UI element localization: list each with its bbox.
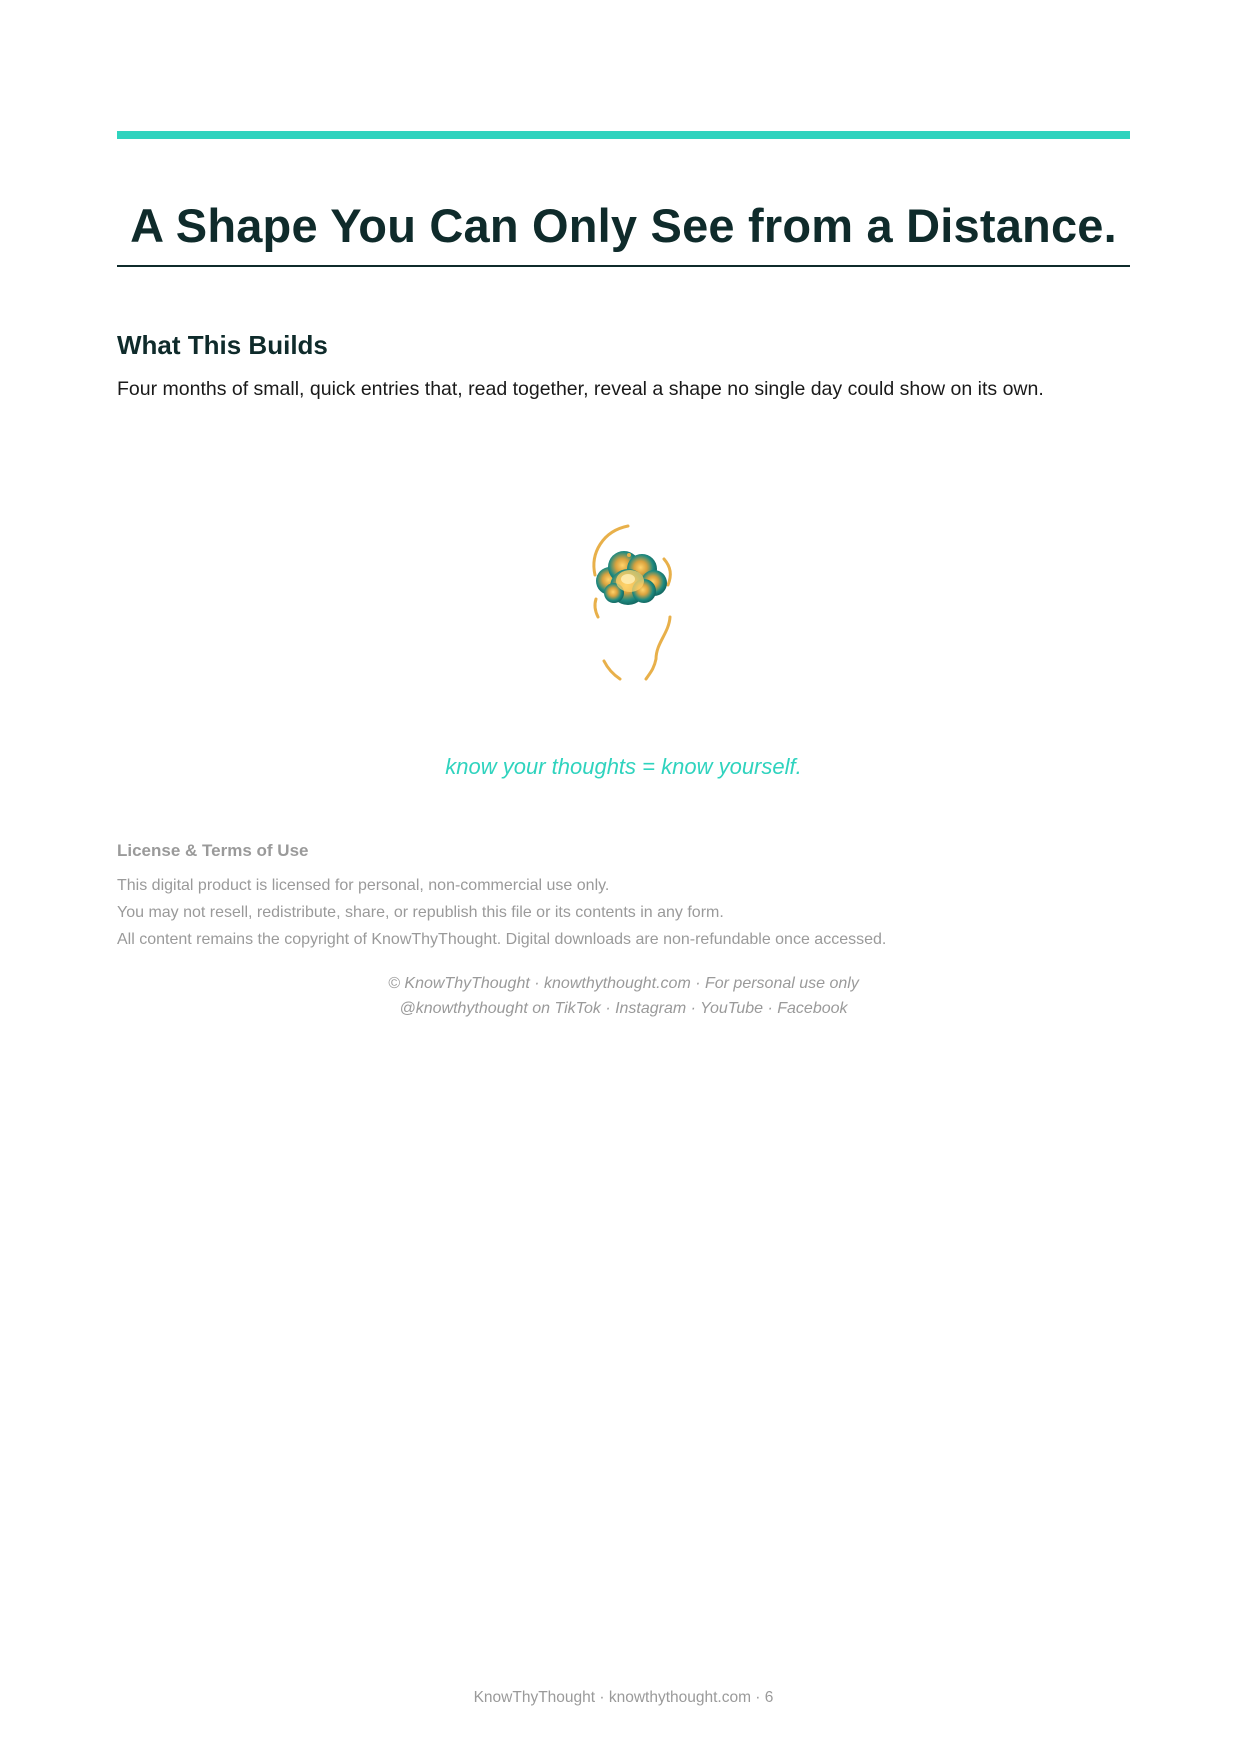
title-underline — [117, 265, 1130, 267]
section-heading: What This Builds — [117, 330, 328, 360]
page-footer: KnowThyThought · knowthythought.com · 6 — [473, 1689, 774, 1706]
brain-head-logo-icon — [568, 523, 688, 687]
page-title: A Shape You Can Only See from a Distance. — [130, 199, 1117, 252]
credits-block — [117, 971, 1130, 1021]
copyright-line: © KnowThyThought · knowthythought.com · For personal use only — [388, 975, 859, 992]
section-body: Four months of small, quick entries that, read together, reveal a shape no single day could show on its own. — [117, 378, 1044, 400]
social-line: @knowthythought on TikTok · Instagram · YouTube · Facebook — [399, 1000, 848, 1017]
license-line: All content remains the copyright of KnowThyThought. Digital downloads are non-refundable once accessed. — [117, 931, 887, 948]
license-line: You may not resell, redistribute, share, or republish this file or its contents in any form. — [117, 904, 724, 921]
license-text — [117, 872, 1130, 953]
tagline: know your thoughts = know yourself. — [445, 754, 802, 779]
license-line: This digital product is licensed for personal, non-commercial use only. — [117, 877, 610, 894]
license-heading: License & Terms of Use — [117, 841, 309, 860]
accent-rule — [117, 131, 1130, 139]
document-page — [117, 0, 1130, 1754]
